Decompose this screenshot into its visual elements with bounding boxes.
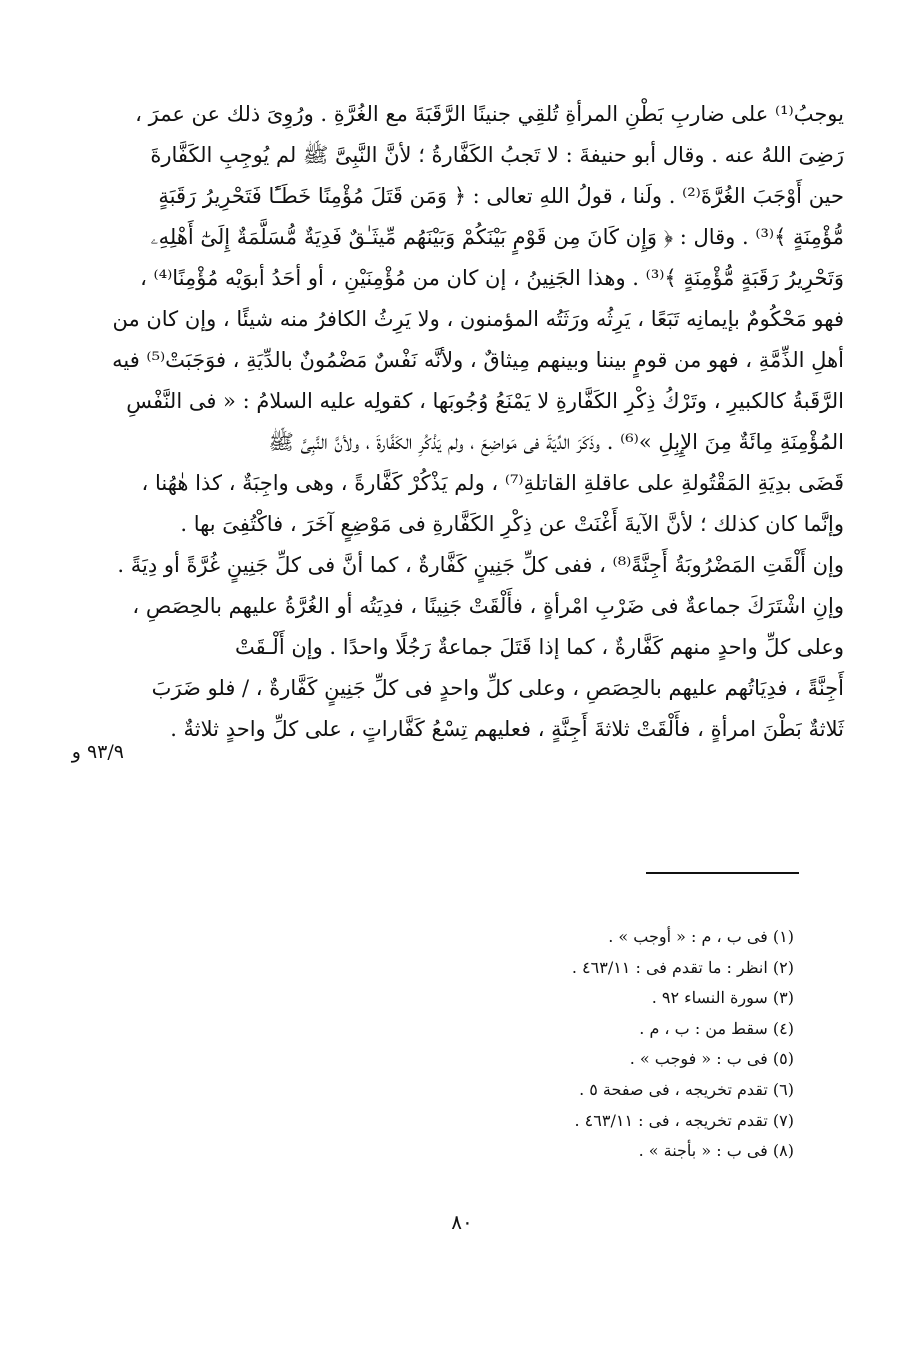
text-line: أَجِنَّةً ، فدِيَاتُهم عليهم بالحِصَصِ ، وعلى كلِّ واحدٍ فى كلِّ جَنِينٍ كَفَّارةٌ ، / فلو ضَرَبَ xyxy=(151,676,844,700)
footnotes-block xyxy=(374,922,794,1167)
footnote: (١) فى ب ، م : « أوجب » . xyxy=(608,927,794,946)
text-line: الرَّقَبةُ كالكبيرِ ، وتَرْكُ ذِكْرِ الكَفَّارةِ لا يَمْنَعُ وُجُوبَها ، كقولِه عليه السلامُ : « فى النَّفْسِ xyxy=(126,389,844,413)
footnote: (٢) انظر : ما تقدم فى : ٤٦٣/١١ . xyxy=(571,957,794,977)
footnote-divider xyxy=(646,872,799,874)
footnote: (٧) تقدم تخريجه ، فى : ٤٦٣/١١ . xyxy=(574,1110,794,1130)
text-line: أهلِ الذِّمَّةِ ، فهو من قومٍ بيننا وبينهم مِيثاقٌ ، ولأنَّه نَفْسٌ مَضْمُونٌ بالدِّيَةِ ، فوَجَبَتْ⁽⁵⁾ فيه xyxy=(112,348,844,372)
text-line: وعلى كلِّ واحدٍ منهم كَفَّارةٌ ، كما إذا قَتَلَ جماعةٌ رَجُلًا واحدًا . وإن أَلْـقَتْ xyxy=(235,635,844,659)
footnote: (٤) سقط من : ب ، م . xyxy=(639,1018,794,1038)
text-line: وإنِ اشْتَرَكَ جماعةٌ فى ضَرْبِ امْرأةٍ ، فأَلْقَتْ جَنِينًا ، فدِيَتُه أو الغُرَّةُ عليهم بالحِصَصِ ، xyxy=(132,594,844,618)
main-text-block xyxy=(112,94,844,750)
text-line: المُؤْمِنَةِ مِائَةٌ مِنَ الإِبِلِ »⁽⁶⁾ . وذَكَرَ الدِّيَةَ فى مَواضِعَ ، ولم يَذْكُرِ الكَفَّارةَ ، ولأنَّ النَّبِىَّ ﷺ xyxy=(268,430,844,454)
footnote: (٦) تقدم تخريجه ، فى صفحة ٥ . xyxy=(579,1079,794,1099)
text-line: ثَلاثةٌ بَطْنَ امرأةٍ ، فأَلْقَتْ ثلاثةَ أَجِنَّةٍ ، فعليهم تِسْعُ كَفَّاراتٍ ، على كلِّ واحدٍ ثلاثةٌ . xyxy=(170,717,844,741)
text-line: قَضَى بدِيَةِ المَقْتُولةِ على عاقلةِ القاتلةِ⁽⁷⁾ ، ولم يَذْكُرْ كَفَّارةً ، وهى واجِبَةٌ ، كذا هٰهُنا ، xyxy=(141,471,844,495)
footnote: (٨) فى ب : « بأجنة » . xyxy=(638,1141,794,1161)
text-line: وإنَّما كان كذلك ؛ لأنَّ الآيةَ أَغْنَتْ عن ذِكْرِ الكَفَّارةِ فى مَوْضِعٍ آخَرَ ، فاكْتُفِىَ بها . xyxy=(180,512,844,536)
footnote: (٣) سورة النساء ٩٢ . xyxy=(651,988,794,1008)
text-line: وَتَحْرِيرُ رَقَبَةٍ مُّؤْمِنَةٍ ﴾⁽³⁾ . وهذا الجَنِينُ ، إن كان من مُؤْمِنَيْنِ ، أو أحَدُ أبوَيْه مُؤْمِنًا⁽⁴⁾ ، xyxy=(140,266,844,290)
text-line: يوجبُ⁽¹⁾ على ضاربِ بَطْنِ المرأةِ تُلقِي جنينًا الرَّقَبَةَ مع الغُرَّةِ . ورُوِىَ ذلك عن عمرَ ، xyxy=(135,102,844,126)
footnote: (٥) فى ب : « فوجب » . xyxy=(629,1049,794,1069)
manuscript-folio-marker: ٩٣/٩ و xyxy=(71,741,124,763)
text-line: وإن أَلْقَتِ المَضْرُوبَةُ أَجِنَّةً⁽⁸⁾ ، ففى كلِّ جَنِينٍ كَفَّارةٌ ، كما أنَّ فى كلِّ جَنِينٍ غُرَّةً أو دِيَةً . xyxy=(117,553,844,577)
page-number: ٨٠ xyxy=(451,1210,473,1234)
text-line: رَضِىَ اللهُ عنه . وقال أبو حنيفةَ : لا تَجبُ الكَفَّارةُ ؛ لأنَّ النَّبِىَّ ﷺ لم يُوجِبِ الكَفَّارةَ xyxy=(150,143,844,167)
text-line: مُّؤْمِنَةٍ ﴾⁽³⁾ . وقال : ﴿ وَإِن كَانَ مِن قَوْمٍ بَيْنَكُمْ وَبَيْنَهُم مِّيثَـٰقٌ فَدِيَةٌ مُّسَلَّمَةٌ إِلَىٰٓ أَهْلِهِۦ xyxy=(150,225,844,249)
text-line: حين أَوْجَبَ الغُرَّةَ⁽²⁾ . ولَنا ، قولُ اللهِ تعالى : ﴿ وَمَن قَتَلَ مُؤْمِنًا خَطَـًٔا فَتَحْرِيرُ رَقَبَةٍ xyxy=(158,184,844,208)
text-line: فهو مَحْكُومٌ بإيمانِه تَبَعًا ، يَرِثُه ورَثَتُه المؤمنون ، ولا يَرِثُ الكافرُ منه شيئًا ، وإن كان من xyxy=(112,307,844,331)
